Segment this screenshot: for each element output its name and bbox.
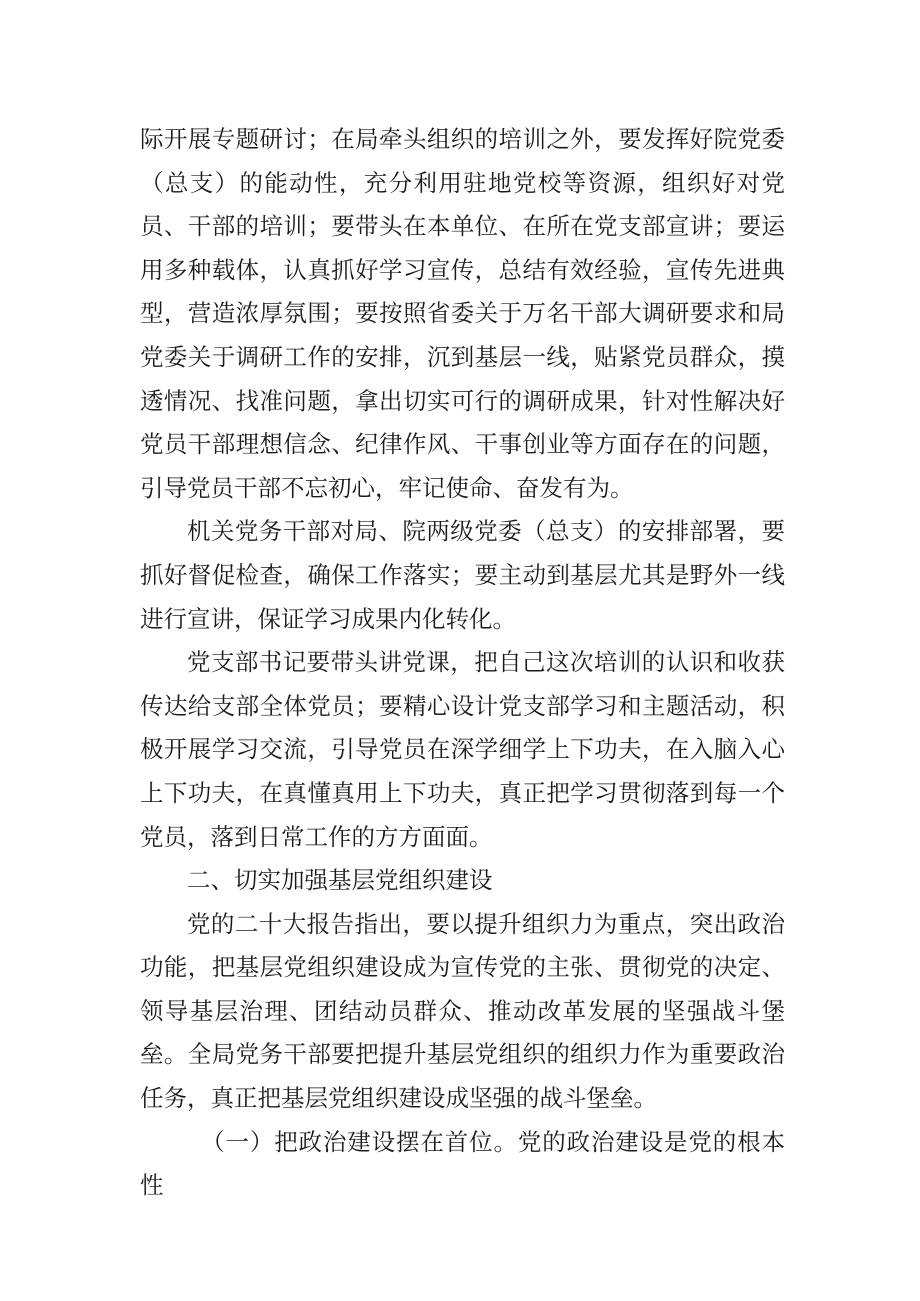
- paragraph-4: 党的二十大报告指出，要以提升组织力为重点，突出政治功能，把基层党组织建设成为宣传党的主张、贯彻党的决定、领导基层治理、团结动员群众、推动改革发展的坚强战斗堡垒。全局党务干部要把提升基层党组织的组织力作为重要政治任务，真正把基层党组织建设成坚强的战斗堡垒。: [140, 909, 785, 1113]
- document-body: [140, 118, 785, 1208]
- paragraph-5: （一）把政治建设摆在首位。党的政治建设是党的根本性: [140, 1127, 785, 1200]
- paragraph-3: 党支部书记要带头讲党课，把自己这次培训的认识和收获传达给支部全体党员；要精心设计党支部学习和主题活动，积极开展学习交流，引导党员在深学细学上下功夫，在入脑入心上下功夫，在真懂真用上下功夫，真正把学习贯彻落到每一个党员，落到日常工作的方方面面。: [140, 648, 785, 851]
- paragraph-1: 际开展专题研讨；在局牵头组织的培训之外，要发挥好院党委（总支）的能动性，充分利用驻地党校等资源，组织好对党员、干部的培训；要带头在本单位、在所在党支部宣讲；要运用多种载体，认真抓好学习宣传，总结有效经验，宣传先进典型，营造浓厚氛围；要按照省委关于万名干部大调研要求和局党委关于调研工作的安排，沉到基层一线，贴紧党员群众，摸透情况、找准问题，拿出切实可行的调研成果，针对性解决好党员干部理想信念、纪律作风、干事创业等方面存在的问题，引导党员干部不忘初心，牢记使命、奋发有为。: [140, 125, 785, 502]
- paragraph-2: 机关党务干部对局、院两级党委（总支）的安排部署，要抓好督促检查，确保工作落实；要主动到基层尤其是野外一线进行宣讲，保证学习成果内化转化。: [140, 517, 785, 633]
- section-heading: 二、切实加强基层党组织建设: [187, 866, 493, 895]
